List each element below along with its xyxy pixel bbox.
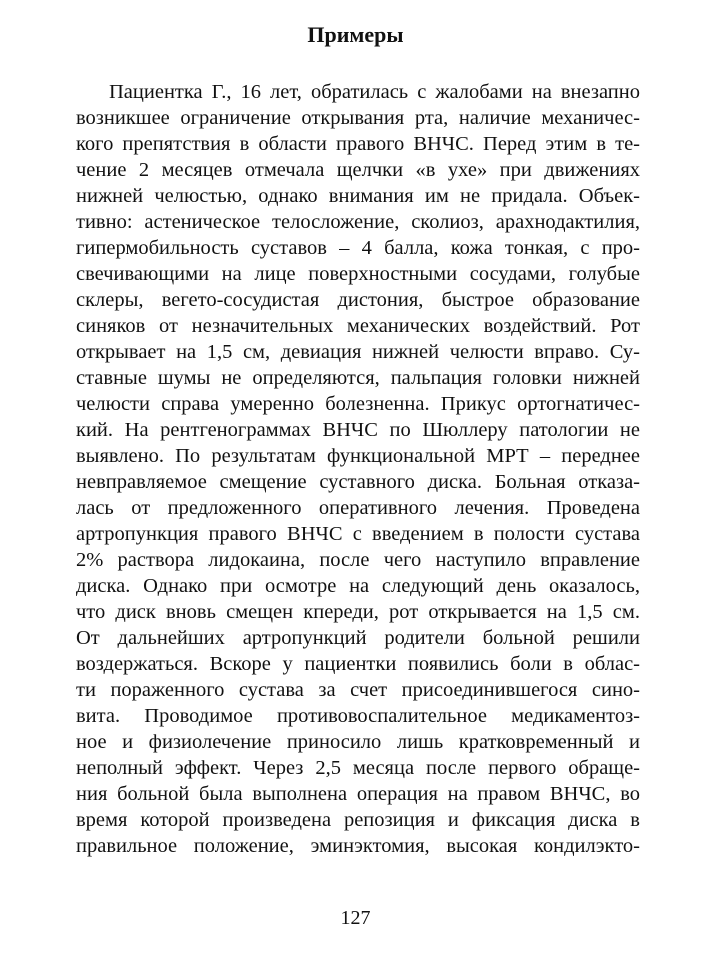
text-line: воздержаться. Вскоре у пациентки появились боли в облас- [76,653,640,675]
text-line: время которой произведена репозиция и фиксация диска в [76,809,640,831]
text-line: правильное положение, эминэктомия, высокая кондилэкто- [76,835,640,857]
text-line: невправляемое смещение суставного диска. Больная отказа- [76,471,640,493]
text-line: ти пораженного сустава за счет присоединившегося сино- [76,679,640,701]
text-line: свечивающими на лице поверхностными сосудами, голубые [76,263,640,285]
text-line: челюсти справа умеренно болезненна. Прикус ортогнатичес- [76,393,640,415]
text-line: От дальнейших артропункций родители больной решили [76,627,640,649]
text-line: синяков от незначительных механических воздействий. Рот [76,315,640,337]
text-line: выявлено. По результатам функциональной МРТ – переднее [76,445,640,467]
text-line: кий. На рентгенограммах ВНЧС по Шюллеру патологии не [76,419,640,441]
text-line: ставные шумы не определяются, пальпация головки нижней [76,367,640,389]
text-line: Пациентка Г., 16 лет, обратилась с жалобами на внезапно [109,81,640,103]
text-line: 2% раствора лидокаина, после чего наступило вправление [76,549,640,571]
text-line: возникшее ограничение открывания рта, наличие механичес- [76,107,640,129]
case-description-paragraph [76,79,640,859]
page-title: Примеры [307,22,404,47]
text-line: нижней челюстью, однако внимания им не придала. Объек- [76,185,640,207]
text-line: что диск вновь смещен кпереди, рот открывается на 1,5 см. [76,601,640,623]
text-line: артропункция правого ВНЧС с введением в полости сустава [76,523,640,545]
text-line: склеры, вегето-сосудистая дистония, быстрое образование [76,289,640,311]
text-line: неполный эффект. Через 2,5 месяца после первого обраще- [76,757,640,779]
page-number: 127 [340,907,371,929]
text-line: чение 2 месяцев отмечала щелчки «в ухе» при движениях [76,159,640,181]
text-line: ния больной была выполнена операция на правом ВНЧС, во [76,783,640,805]
text-line: кого препятствия в области правого ВНЧС. Перед этим в те- [76,133,640,155]
text-line: лась от предложенного оперативного лечения. Проведена [76,497,640,519]
text-line: тивно: астеническое телосложение, сколиоз, арахнодактилия, [76,211,640,233]
text-line: вита. Проводимое противовоспалительное медикаментоз- [76,705,640,727]
text-line: открывает на 1,5 см, девиация нижней челюсти вправо. Су- [76,341,640,363]
text-line: гипермобильность суставов – 4 балла, кожа тонкая, с про- [76,237,640,259]
text-line: диска. Однако при осмотре на следующий день оказалось, [76,575,640,597]
text-line: ное и физиолечение приносило лишь кратковременный и [76,731,640,753]
